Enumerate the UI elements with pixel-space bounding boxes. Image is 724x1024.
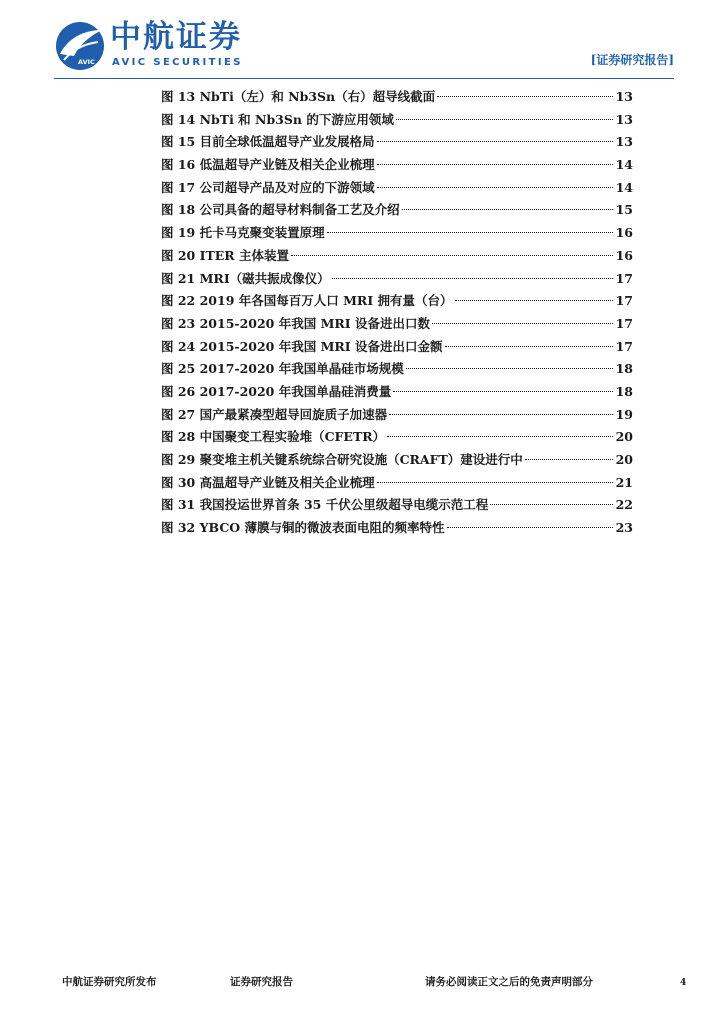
toc-entry[interactable] (161, 154, 633, 177)
toc-entry-page: 18 (615, 361, 633, 377)
toc-entry[interactable] (161, 494, 633, 517)
toc-entry-page: 19 (615, 406, 633, 422)
toc-entry[interactable] (161, 517, 633, 540)
toc-leader-dots (432, 323, 613, 324)
toc-entry-page: 13 (615, 111, 633, 127)
toc-entry-label: 图 22 2019 年各国每百万人口 MRI 拥有量（台） (161, 293, 453, 309)
toc-entry-label: 图 26 2017-2020 年我国单晶硅消费量 (161, 383, 392, 399)
toc-entry-page: 23 (615, 520, 633, 536)
toc-entry-label: 图 16 低温超导产业链及相关企业梳理 (161, 157, 375, 173)
toc-entry-page: 16 (615, 247, 633, 263)
toc-entry-label: 图 23 2015-2020 年我国 MRI 设备进出口数 (161, 315, 430, 331)
toc-entry[interactable] (161, 426, 633, 449)
toc-entry[interactable] (161, 336, 633, 359)
toc-entry[interactable] (161, 472, 633, 495)
toc-entry[interactable] (161, 404, 633, 427)
toc-entry[interactable] (161, 381, 633, 404)
toc-entry-page: 14 (615, 157, 633, 173)
logo-badge-text: AVIC (78, 58, 95, 66)
toc-entry-label: 图 27 国产最紧凑型超导回旋质子加速器 (161, 406, 388, 422)
logo-chinese-name: 中航证券 (110, 19, 242, 55)
toc-leader-dots (377, 482, 613, 483)
toc-entry-page: 18 (615, 383, 633, 399)
toc-leader-dots (387, 436, 613, 437)
toc-entry-page: 13 (615, 89, 633, 104)
toc-entry-label: 图 24 2015-2020 年我国 MRI 设备进出口金额 (161, 338, 443, 354)
toc-entry[interactable] (161, 199, 633, 222)
footer-publisher: 中航证券研究所发布 (62, 976, 157, 988)
toc-entry-page: 20 (615, 452, 633, 467)
toc-entry-page: 22 (615, 497, 633, 513)
footer-disclaimer: 请务必阅读正文之后的免责声明部分 (425, 976, 593, 988)
toc-entry-page: 13 (615, 134, 633, 150)
toc-entry-label: 图 13 NbTi（左）和 Nb3Sn（右）超导线截面 (161, 89, 436, 104)
report-type-tag: [证券研究报告] (590, 53, 674, 67)
toc-entry-label: 图 25 2017-2020 年我国单晶硅市场规模 (161, 361, 404, 377)
toc-leader-dots (396, 119, 613, 120)
page-number: 4 (680, 978, 687, 988)
toc-leader-dots (437, 96, 613, 97)
toc-entry-label: 图 18 公司具备的超导材料制备工艺及介绍 (161, 202, 400, 218)
avic-logo-icon (54, 20, 106, 72)
page-footer (0, 968, 724, 998)
toc-entry-label: 图 20 ITER 主体装置 (161, 247, 290, 263)
toc-leader-dots (377, 164, 613, 165)
toc-entry[interactable] (161, 245, 633, 268)
toc-entry-label: 图 29 聚变堆主机关键系统综合研究设施（CRAFT）建设进行中 (161, 452, 523, 467)
toc-entry-label: 图 28 中国聚变工程实验堆（CFETR） (161, 429, 386, 445)
toc-entry-label: 图 30 高温超导产业链及相关企业梳理 (161, 474, 375, 490)
toc-leader-dots (327, 232, 613, 233)
toc-entry-page: 17 (615, 338, 633, 354)
toc-entry-label: 图 17 公司超导产品及对应的下游领域 (161, 179, 375, 195)
toc-leader-dots (389, 414, 613, 415)
toc-leader-dots (291, 255, 613, 256)
toc-entry[interactable] (161, 222, 633, 245)
toc-entry-page: 20 (615, 429, 633, 445)
toc-entry[interactable] (161, 290, 633, 313)
footer-doc-type: 证券研究报告 (230, 976, 293, 988)
toc-entry-page: 14 (615, 179, 633, 195)
header-divider (54, 78, 674, 79)
toc-leader-dots (377, 187, 613, 188)
toc-entry[interactable] (161, 86, 633, 109)
toc-entry-page: 17 (615, 293, 633, 309)
logo-english-name: AVIC SECURITIES (112, 57, 243, 68)
toc-leader-dots (525, 459, 613, 460)
toc-leader-dots (402, 209, 613, 210)
toc-leader-dots (490, 504, 613, 505)
toc-entry-page: 17 (615, 315, 633, 331)
toc-leader-dots (445, 346, 614, 347)
toc-entry[interactable] (161, 358, 633, 381)
toc-leader-dots (447, 527, 613, 528)
toc-entry-page: 16 (615, 225, 633, 241)
figure-list (161, 86, 633, 540)
toc-leader-dots (393, 391, 613, 392)
toc-entry-label: 图 32 YBCO 薄膜与铜的微波表面电阻的频率特性 (161, 520, 445, 536)
toc-entry-label: 图 31 我国投运世界首条 35 千伏公里级超导电缆示范工程 (161, 497, 489, 513)
toc-leader-dots (332, 278, 613, 279)
toc-entry[interactable] (161, 313, 633, 336)
toc-entry[interactable] (161, 177, 633, 200)
toc-entry-label: 图 19 托卡马克聚变装置原理 (161, 225, 325, 241)
toc-leader-dots (377, 141, 613, 142)
toc-entry-label: 图 14 NbTi 和 Nb3Sn 的下游应用领域 (161, 111, 394, 127)
toc-entry-label: 图 21 MRI（磁共振成像仪） (161, 270, 330, 286)
toc-entry-page: 15 (615, 202, 633, 218)
page-header (0, 0, 724, 84)
toc-entry[interactable] (161, 109, 633, 132)
toc-leader-dots (455, 300, 613, 301)
toc-entry[interactable] (161, 449, 633, 472)
toc-entry[interactable] (161, 131, 633, 154)
toc-entry[interactable] (161, 268, 633, 291)
toc-entry-page: 21 (615, 474, 633, 490)
toc-entry-label: 图 15 目前全球低温超导产业发展格局 (161, 134, 375, 150)
toc-entry-page: 17 (615, 270, 633, 286)
toc-leader-dots (406, 368, 613, 369)
